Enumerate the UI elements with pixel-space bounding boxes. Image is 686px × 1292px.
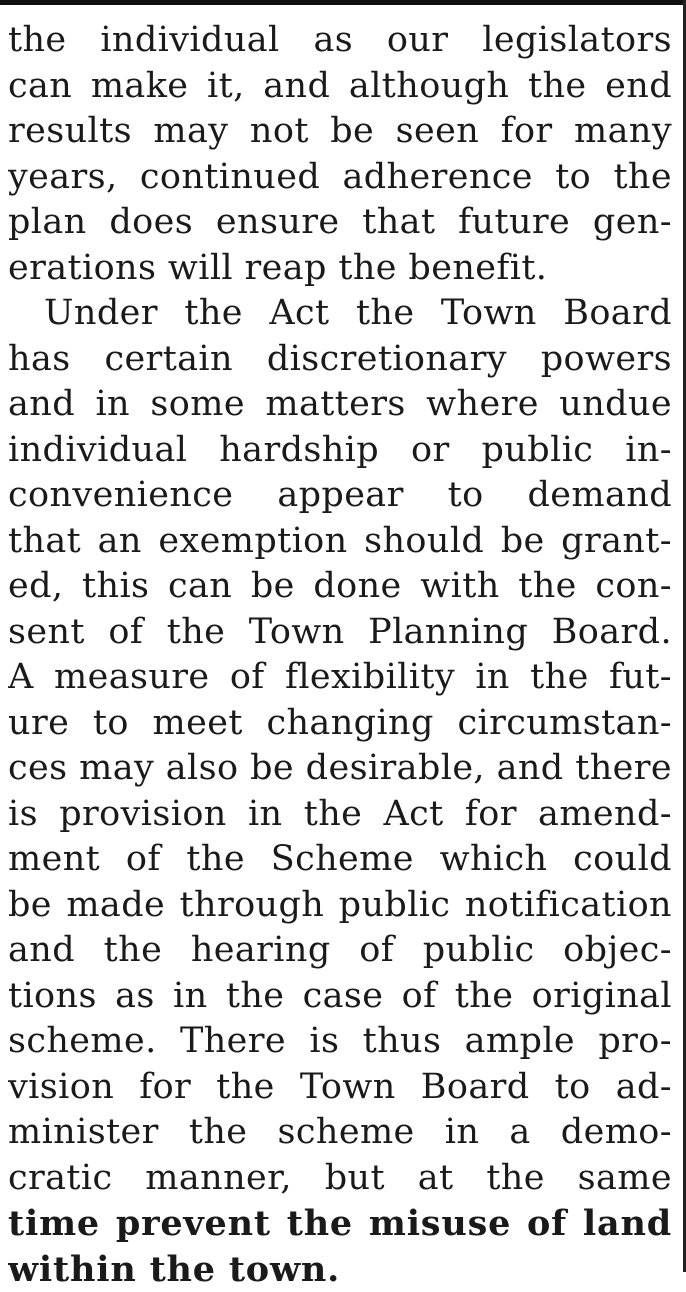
text-line: sent of the Town Planning Board. xyxy=(8,610,672,656)
text-line: cratic manner, but at the same xyxy=(8,1156,672,1202)
text-line: and the hearing of public objec- xyxy=(8,928,672,974)
text-line: plan does ensure that future gen- xyxy=(8,200,672,246)
text-line: be made through public notification xyxy=(8,883,672,929)
text-line: tions as in the case of the original xyxy=(8,974,672,1020)
text-line: Under the Act the Town Board xyxy=(8,291,672,337)
text-line: has certain discretionary powers xyxy=(8,337,672,383)
text-line: ces may also be desirable, and there xyxy=(8,746,672,792)
text-line: is provision in the Act for amend- xyxy=(8,792,672,838)
text-line: time prevent the misuse of land xyxy=(8,1201,672,1247)
text-line: results may not be seen for many xyxy=(8,109,672,155)
text-line: convenience appear to demand xyxy=(8,473,672,519)
text-line: years, continued adherence to the xyxy=(8,155,672,201)
text-line: A measure of flexibility in the fut- xyxy=(8,655,672,701)
text-line: and in some matters where undue xyxy=(8,382,672,428)
text-line: within the town. xyxy=(8,1247,672,1292)
text-line: that an exemption should be grant- xyxy=(8,519,672,565)
text-line: ure to meet changing circumstan- xyxy=(8,701,672,747)
text-line: ment of the Scheme which could xyxy=(8,837,672,883)
text-line: minister the scheme in a demo- xyxy=(8,1110,672,1156)
text-line: erations will reap the benefit. xyxy=(8,246,672,292)
text-line: ed, this can be done with the con- xyxy=(8,564,672,610)
text-line: individual hardship or public in- xyxy=(8,428,672,474)
text-line: can make it, and although the end xyxy=(8,64,672,110)
text-line: scheme. There is thus ample pro- xyxy=(8,1019,672,1065)
article-column xyxy=(8,18,672,1292)
text-line: vision for the Town Board to ad- xyxy=(8,1065,672,1111)
top-rule xyxy=(0,0,686,5)
text-line: the individual as our legislators xyxy=(8,18,672,64)
